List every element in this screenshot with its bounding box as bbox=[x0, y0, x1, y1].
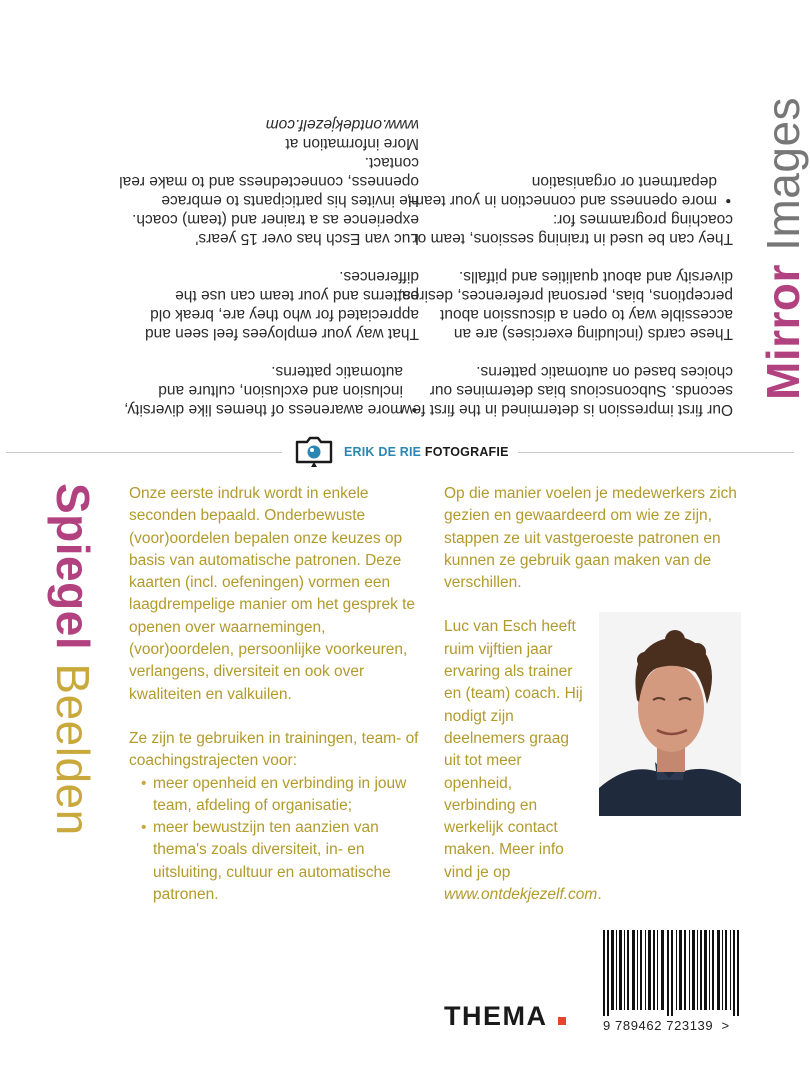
isbn-number bbox=[603, 1018, 730, 1033]
dutch-url-suffix: . bbox=[597, 886, 602, 904]
english-more-info: More information at bbox=[285, 135, 419, 152]
isbn-arrow: > bbox=[721, 1018, 730, 1033]
english-bullet-list bbox=[393, 172, 733, 210]
dutch-bullet-item: • meer bewustzijn ten aanzien van thema's zoals diversiteit, in- en uitsluiting, cultuur en automatische patronen. bbox=[153, 817, 429, 906]
english-title bbox=[756, 97, 810, 400]
english-bullet-list bbox=[119, 362, 419, 419]
photographer-logo bbox=[282, 436, 518, 468]
logo-name-colored: ERIK DE RIE bbox=[344, 445, 422, 459]
dutch-bullet-item: • meer openheid en verbinding in jouw team, afdeling of organisatie; bbox=[153, 773, 429, 818]
english-paragraph: That way your employees feel seen and appreciated for who they are, break old patterns and your team can use the differences. bbox=[145, 268, 419, 342]
dutch-column-left bbox=[129, 483, 429, 906]
dutch-bullet-list bbox=[129, 773, 429, 907]
dutch-bio bbox=[444, 616, 602, 906]
publisher-logo: THEMA bbox=[444, 1001, 548, 1031]
english-title-bold: Mirror bbox=[757, 264, 809, 400]
dutch-paragraph: Onze eerste indruk wordt in enkele seconden bepaald. Onderbewuste (voor)oordelen bepalen onze keuzes op basis van automatische patronen. Deze kaarten (incl. oefeningen) vormen een laagdrempelige manier om het gesprek te openen over waarnemingen, (voor)oordelen, persoonlijke voorkeuren, verlangens, diversiteit en ook over kwaliteiten en valkuilen. bbox=[129, 485, 416, 703]
english-bullet-item: • more openness and connection in your team, department or organisation bbox=[393, 172, 717, 210]
logo-name-dark: FOTOGRAFIE bbox=[421, 445, 509, 459]
author-portrait-illustration bbox=[599, 612, 741, 816]
english-title-light: Images bbox=[757, 96, 809, 265]
dutch-bio-text: Luc van Esch heeft ruim vijftien jaar ervaring als trainer en (team) coach. Hij nodigt zijn deelnemers graag uit tot meer openheid, verbinding en werkelijk contact maken. Meer info vind je op bbox=[444, 618, 583, 881]
english-paragraph: Luc van Esch has over 15 years' experience as a trainer and (team) coach. He invites his participants to embrace openness, connectedness and to make real contact. bbox=[119, 154, 419, 247]
dutch-website-link[interactable]: www.ontdekjezelf.com bbox=[444, 886, 598, 904]
english-column-left bbox=[393, 172, 733, 419]
english-column-right bbox=[119, 115, 419, 419]
dutch-paragraph: Op die manier voelen je medewerkers zich gezien en gewaardeerd om wie ze zijn, stappen ze uit vastgeroeste patronen en kunnen ze gebruik gaan maken van de verschillen. bbox=[444, 485, 737, 592]
english-paragraph: Our first impression is determined in the first few seconds. Subconscious bias determines our choices based on automatic patterns. bbox=[401, 363, 733, 418]
dutch-title bbox=[46, 483, 100, 836]
dutch-title-bold: Spiegel bbox=[47, 483, 99, 651]
author-photo bbox=[599, 612, 741, 816]
english-website-link[interactable]: www.ontdekjezelf.com bbox=[265, 116, 419, 133]
barcode bbox=[601, 930, 741, 1016]
camera-icon bbox=[293, 436, 335, 468]
english-paragraph: These cards (including exercises) are an accessible way to open a discussion about perceptions, bias, personal preferences, desires, diversity and about qualities and pitfalls. bbox=[398, 268, 733, 342]
publisher-logo-dot bbox=[558, 1017, 566, 1025]
english-bullet-item: • more awareness of themes like diversity, inclusion and exclusion, culture and automatic patterns. bbox=[119, 362, 403, 419]
dutch-paragraph: Ze zijn te gebruiken in trainingen, team- of coachingstrajecten voor: bbox=[129, 729, 419, 770]
isbn-digits: 9 789462 723139 bbox=[603, 1018, 714, 1033]
dutch-title-light: Beelden bbox=[47, 650, 99, 836]
photographer-logo-text bbox=[344, 445, 509, 459]
english-paragraph: They can be used in training sessions, team or coaching programmes for: bbox=[412, 211, 733, 247]
english-section bbox=[0, 0, 809, 452]
